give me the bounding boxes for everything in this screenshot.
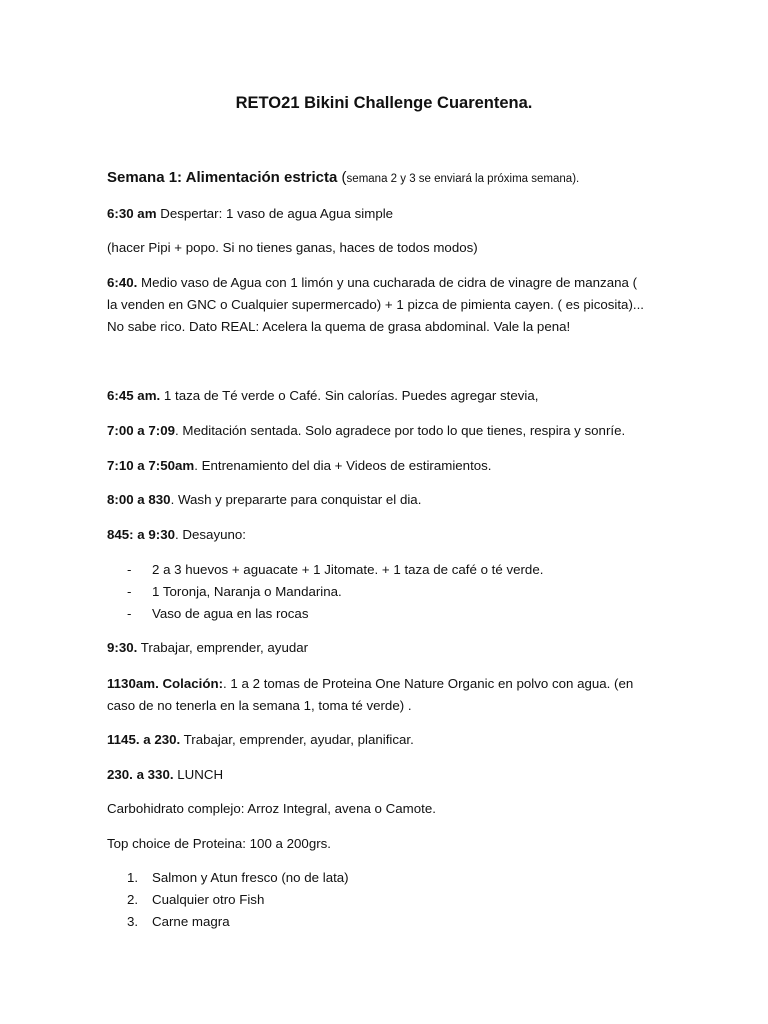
- schedule-item: [107, 237, 667, 259]
- schedule-item-continued: la venden en GNC o Cualquier supermercado) + 1 pizca de pimienta cayen. ( es picosita)...: [107, 297, 644, 312]
- schedule-item: [107, 524, 667, 546]
- list-item: [127, 559, 543, 581]
- schedule-text: Trabajar, emprender, ayudar: [137, 640, 309, 655]
- schedule-text: 1 taza de Té verde o Café. Sin calorías. Puedes agregar stevia,: [160, 388, 539, 403]
- schedule-text: . 1 a 2 tomas de Proteina One Nature Organic en polvo con agua. (en: [223, 676, 634, 691]
- list-marker: 2.: [127, 892, 139, 907]
- protein-list: [127, 867, 349, 933]
- week-heading-bold: Semana 1: Alimentación estricta: [107, 169, 338, 186]
- list-item-text: 2 a 3 huevos + aguacate + 1 Jitomate. + 1 taza de café o té verde.: [152, 562, 544, 577]
- schedule-item: [107, 764, 667, 786]
- list-item-text: Cualquier otro Fish: [152, 892, 265, 907]
- protein-choice-line: Top choice de Proteina: 100 a 200grs.: [107, 836, 331, 851]
- breakfast-list: [127, 559, 543, 625]
- schedule-item: [107, 489, 667, 511]
- list-item: [127, 889, 349, 911]
- week-heading: [107, 167, 667, 190]
- week-note-close: ).: [572, 173, 580, 185]
- schedule-time: 230. a 330.: [107, 767, 174, 782]
- schedule-text: . Meditación sentada. Solo agradece por todo lo que tienes, respira y sonríe.: [175, 423, 626, 438]
- schedule-text: Despertar: 1 vaso de agua Agua simple: [156, 206, 394, 221]
- list-marker: -: [127, 584, 132, 599]
- list-item: [127, 911, 349, 933]
- list-marker: -: [127, 606, 132, 621]
- schedule-time: 6:30 am: [107, 206, 157, 221]
- list-marker: 1.: [127, 870, 139, 885]
- schedule-item-continued: No sabe rico. Dato REAL: Acelera la quema de grasa abdominal. Vale la pena!: [107, 319, 571, 334]
- schedule-time: 6:45 am.: [107, 388, 161, 403]
- schedule-time: 1145. a 230.: [107, 732, 181, 747]
- list-item-text: Salmon y Atun fresco (no de lata): [152, 870, 349, 885]
- list-marker: -: [127, 562, 132, 577]
- schedule-text: . Wash y prepararte para conquistar el dia.: [170, 492, 422, 507]
- schedule-item: [107, 455, 667, 477]
- schedule-time: 7:10 a 7:50am: [107, 458, 195, 473]
- schedule-text: . Entrenamiento del dia + Videos de estiramientos.: [194, 458, 492, 473]
- list-item: [127, 581, 543, 603]
- schedule-text: LUNCH: [173, 767, 224, 782]
- list-item-text: Carne magra: [152, 914, 230, 929]
- schedule-text: Trabajar, emprender, ayudar, planificar.: [180, 732, 414, 747]
- schedule-item: [107, 420, 667, 442]
- schedule-item: [107, 203, 667, 225]
- schedule-time: 9:30.: [107, 640, 138, 655]
- schedule-text: (hacer Pipi + popo. Si no tienes ganas, haces de todos modos): [107, 240, 478, 255]
- schedule-time: 8:00 a 830: [107, 492, 171, 507]
- schedule-item: [107, 729, 667, 751]
- carbohydrate-line: Carbohidrato complejo: Arroz Integral, avena o Camote.: [107, 801, 436, 816]
- list-item: [127, 867, 349, 889]
- schedule-time: 845: a 9:30: [107, 527, 176, 542]
- list-item: [127, 603, 543, 625]
- schedule-item-continued: caso de no tenerla en la semana 1, toma té verde) .: [107, 698, 412, 713]
- schedule-item: [107, 673, 667, 695]
- week-note: semana 2 y 3 se enviará la próxima semana: [346, 173, 573, 185]
- schedule-time: 7:00 a 7:09: [107, 423, 176, 438]
- list-item-text: Vaso de agua en las rocas: [152, 606, 309, 621]
- schedule-item: [107, 637, 667, 659]
- document-title: RETO21 Bikini Challenge Cuarentena.: [235, 94, 533, 112]
- schedule-time: 1130am. Colación:: [107, 676, 224, 691]
- schedule-item: [107, 272, 667, 294]
- list-marker: 3.: [127, 914, 139, 929]
- schedule-text: . Desayuno:: [175, 527, 246, 542]
- schedule-time: 6:40.: [107, 275, 138, 290]
- week-note-open: (: [337, 169, 347, 186]
- schedule-text: Medio vaso de Agua con 1 limón y una cucharada de cidra de vinagre de manzana (: [137, 275, 637, 290]
- list-item-text: 1 Toronja, Naranja o Mandarina.: [152, 584, 342, 599]
- schedule-item: [107, 385, 667, 407]
